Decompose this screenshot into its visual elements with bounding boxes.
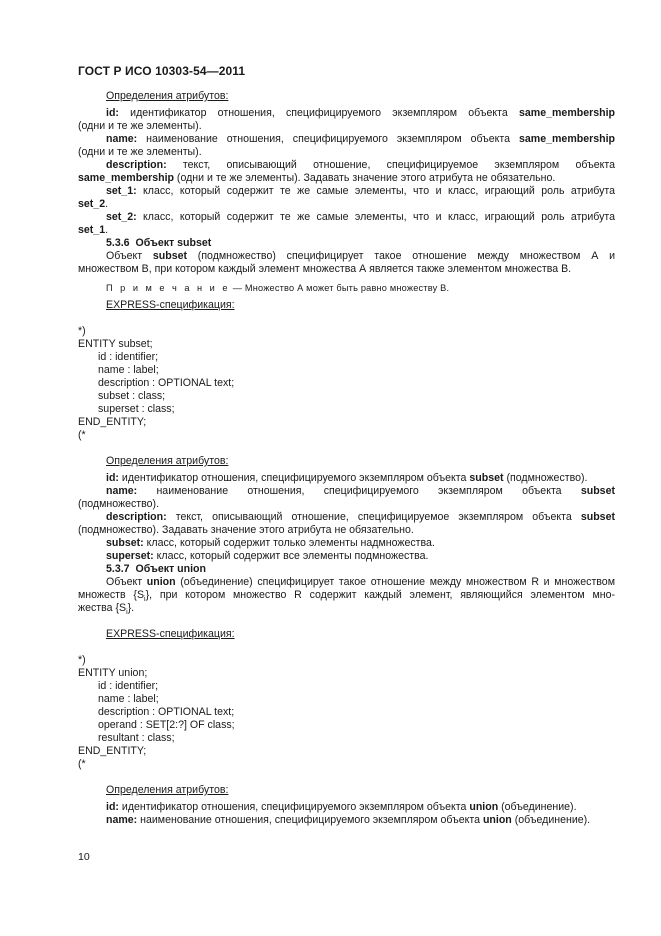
attr-defs-title: Определения атрибутов: — [106, 90, 229, 102]
code-line: *) — [78, 325, 86, 337]
attr-description-def: description: текст, описывающий отношение, специфицируемое экземпляром объекта — [106, 159, 615, 171]
subset-description-def-cont: (подмножество). Задавать значение этого атрибута не обязательно. — [78, 524, 414, 536]
express-spec-title: EXPRESS-спецификация: — [106, 628, 235, 640]
code-line: subset : class; — [98, 390, 166, 402]
page-number: 10 — [78, 851, 90, 863]
union-paragraph-cont: множеств $\{S_i\}$, при котором множество R содержит каждый элемент, являющийся элементом мно- — [78, 589, 615, 602]
union-name-def: name: наименование отношения, специфицируемого экземпляром объекта union (объединение). — [106, 814, 591, 826]
attr-set1-def-cont: set_2. — [78, 198, 109, 210]
code-line: ENTITY union; — [78, 667, 148, 679]
section-heading-union: 5.3.7 Объект union — [106, 563, 206, 575]
attr-defs-title: Определения атрибутов: — [106, 784, 229, 796]
code-line: name : label; — [98, 693, 159, 705]
code-line: (* — [78, 758, 86, 770]
subset-superset-def: superset: класс, который содержит все элементы подмножества. — [106, 550, 429, 562]
code-line: operand : SET[2:?] OF class; — [98, 719, 235, 731]
attr-set1-def: set_1: класс, который содержит те же самые элементы, что и класс, играющий роль атрибута — [106, 185, 615, 197]
attr-name-def: name: наименование отношения, специфицируемого экземпляром объекта same_membership — [106, 133, 615, 145]
subset-subset-def: subset: класс, который содержит только элементы надмножества. — [106, 537, 435, 549]
subset-description-def: description: текст, описывающий отношение, специфицируемое экземпляром объекта subset — [106, 511, 615, 523]
document-header: ГОСТ Р ИСО 10303-54—2011 — [78, 64, 246, 78]
code-line: resultant : class; — [98, 732, 175, 744]
section-heading-subset: 5.3.6 Объект subset — [106, 237, 212, 249]
subset-name-def-cont: (подмножество). — [78, 498, 160, 510]
subset-id-def: id: идентификатор отношения, специфицируемого экземпляром объекта subset (подмножество). — [106, 472, 588, 484]
union-id-def: id: идентификатор отношения, специфицируемого экземпляром объекта union (объединение). — [106, 801, 577, 813]
attr-set2-def: set_2: класс, который содержит те же самые элементы, что и класс, играющий роль атрибута — [106, 211, 615, 223]
union-paragraph: Объект union (объединение) специфицирует такое отношение между множеством R и множеством — [106, 576, 615, 588]
attr-id-def: id: идентификатор отношения, специфицируемого экземпляром объекта same_membership — [106, 107, 615, 119]
page-content — [78, 90, 615, 827]
subset-paragraph-cont: множеством В, при котором каждый элемент множества А является также элементом множества В. — [78, 263, 572, 275]
code-line: id : identifier; — [98, 680, 159, 692]
code-line: END_ENTITY; — [78, 416, 147, 428]
union-paragraph-end: жества $\{S_i\}$. — [78, 602, 135, 615]
attr-name-def-cont: (одни и те же элементы). — [78, 146, 202, 158]
code-line: *) — [78, 654, 86, 666]
subset-note: П р и м е ч а н и е — Множество А может быть равно множеству В. — [106, 283, 450, 293]
code-line: id : identifier; — [98, 351, 159, 363]
attr-id-def-cont: (одни и те же элементы). — [78, 120, 202, 132]
subset-paragraph: Объект subset (подмножество) специфицирует такое отношение между множеством А и — [106, 250, 615, 262]
code-line: (* — [78, 429, 86, 441]
attr-set2-def-cont: set_1. — [78, 224, 109, 236]
code-line: description : OPTIONAL text; — [98, 706, 235, 718]
code-line: END_ENTITY; — [78, 745, 147, 757]
code-line: superset : class; — [98, 403, 175, 415]
code-line: name : label; — [98, 364, 159, 376]
attr-defs-title: Определения атрибутов: — [106, 455, 229, 467]
code-line: description : OPTIONAL text; — [98, 377, 235, 389]
express-spec-title: EXPRESS-спецификация: — [106, 299, 235, 311]
code-line: ENTITY subset; — [78, 338, 153, 350]
subset-name-def: name: наименование отношения, специфицируемого экземпляром объекта subset — [106, 485, 615, 497]
attr-description-def-cont: same_membership (одни и те же элементы). Задавать значение этого атрибута не обязательно. — [78, 172, 556, 184]
